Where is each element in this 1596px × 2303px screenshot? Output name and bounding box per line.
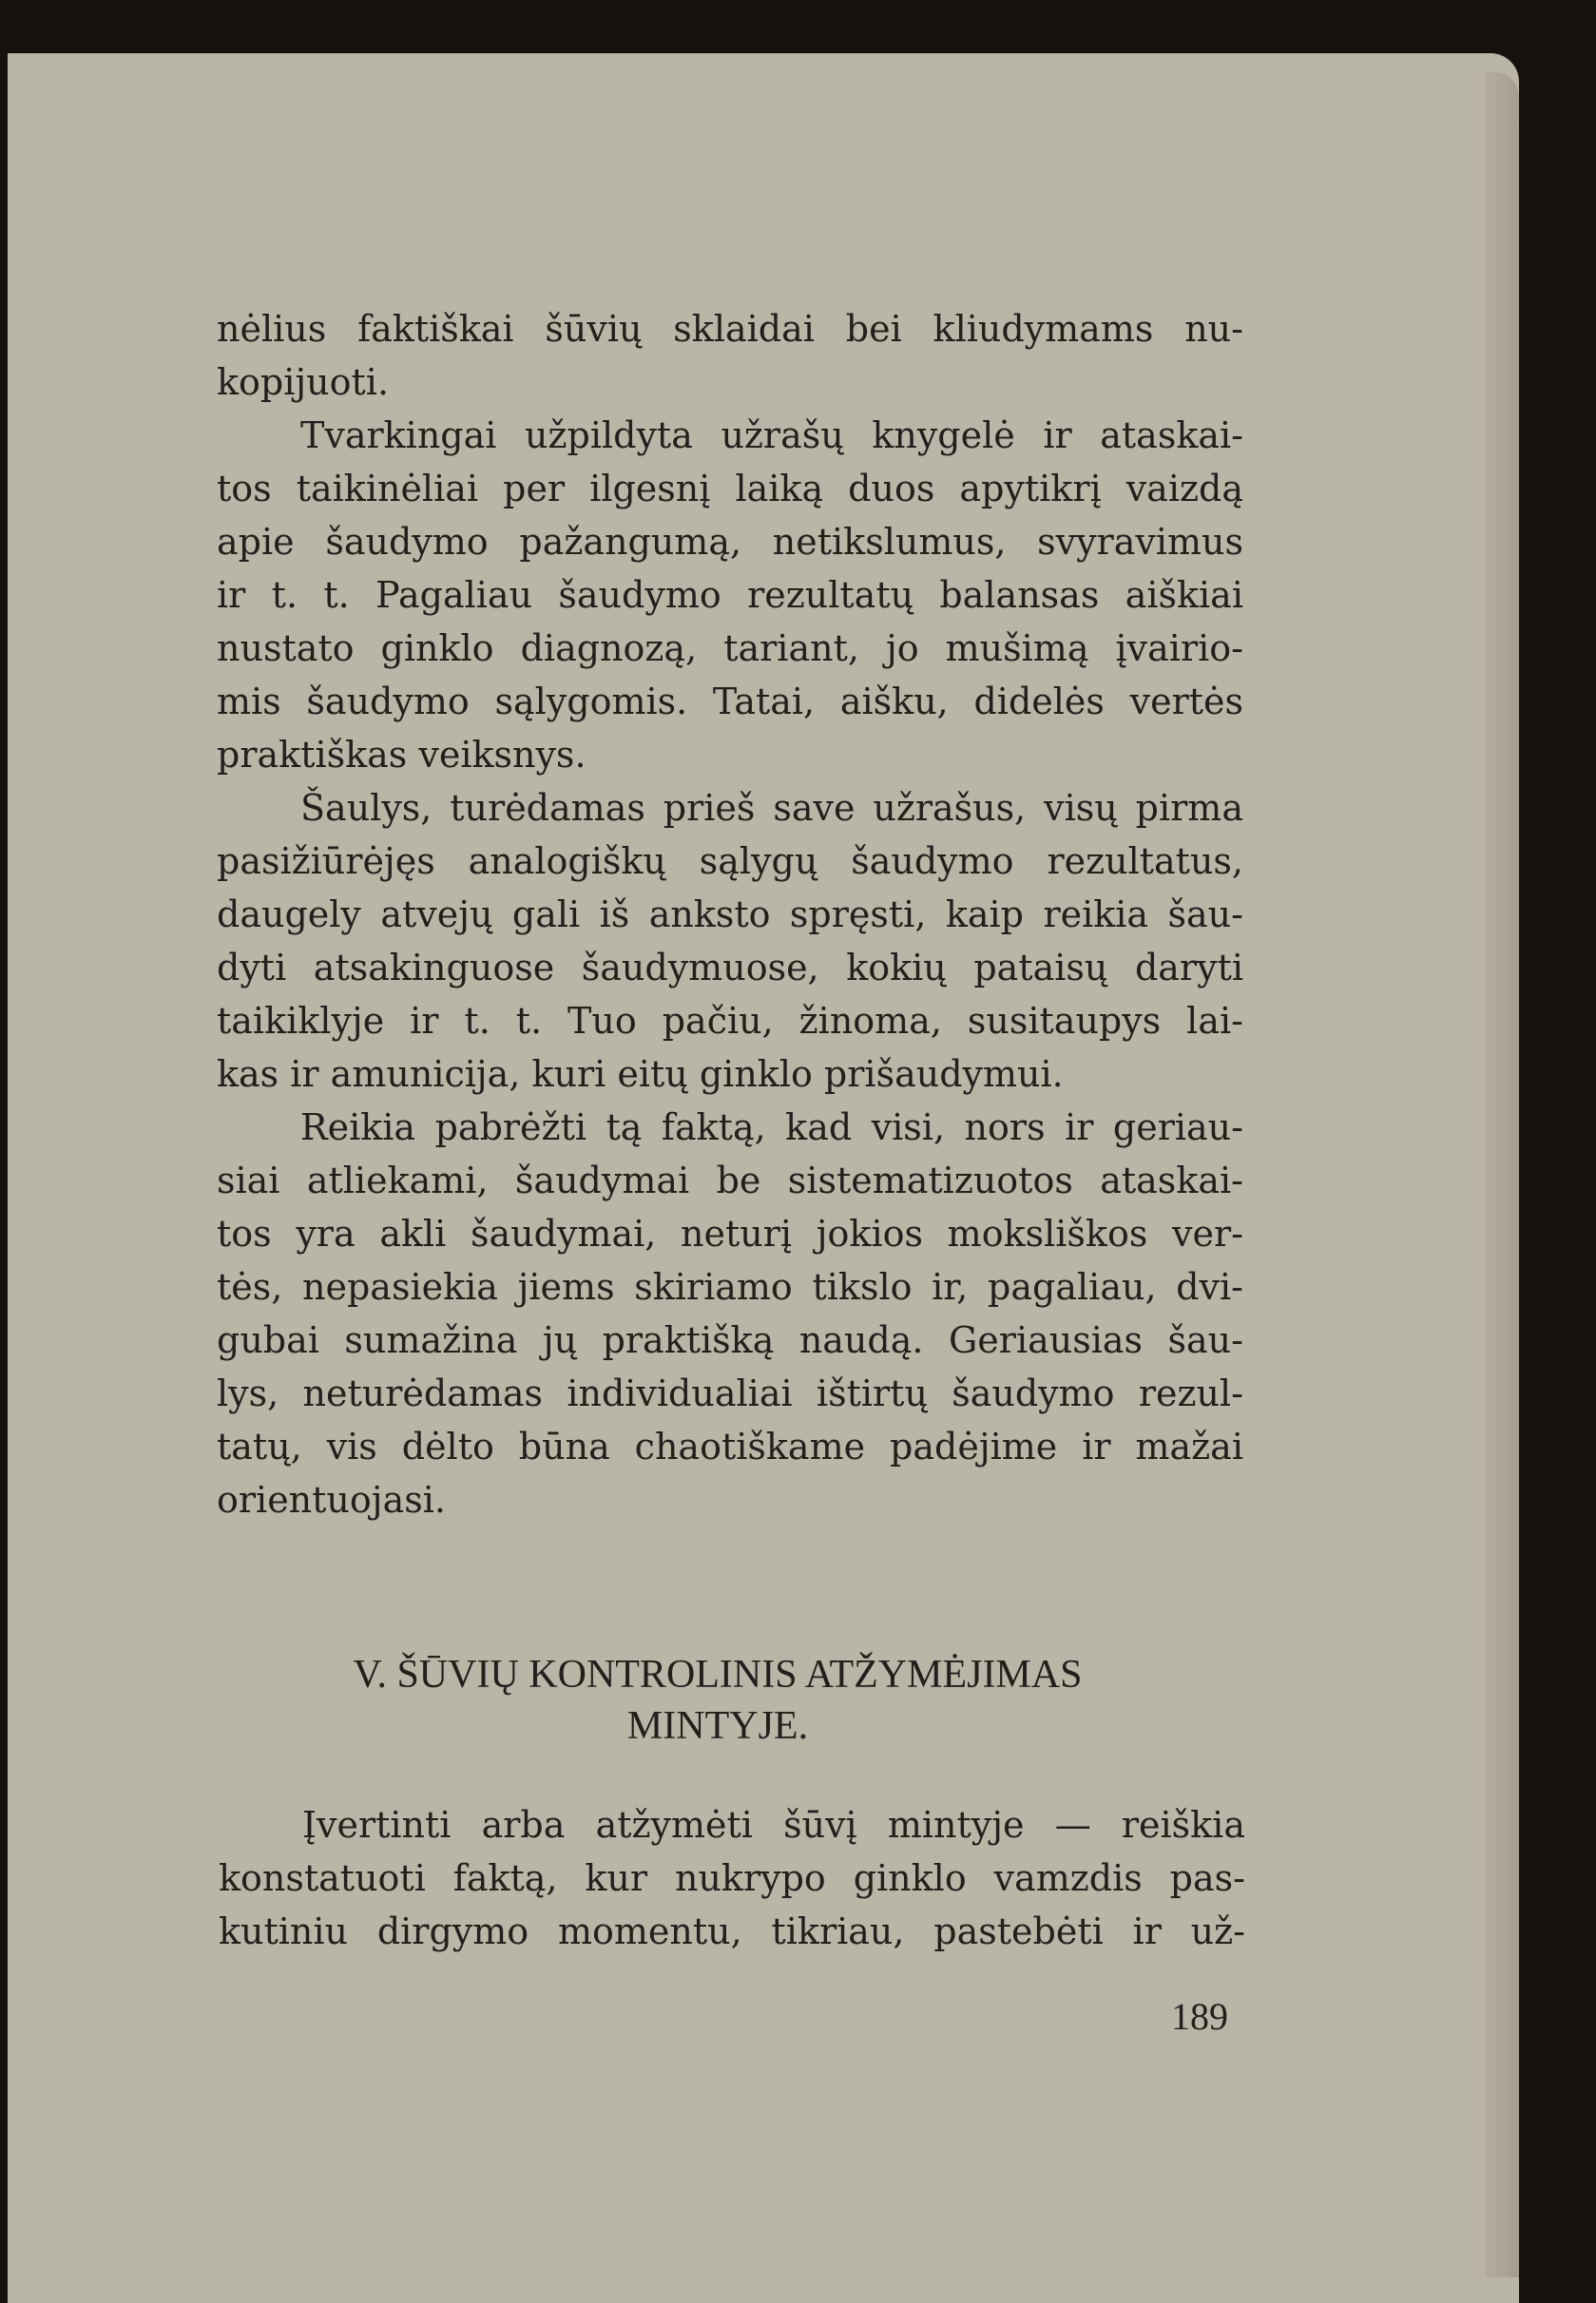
text-line: tatų, vis dėlto būna chaotiškame padėjime ir mažai [217,1426,1243,1468]
text-line: kopijuoti. [217,361,390,403]
text-line: nėlius faktiškai šūvių sklaidai bei kliudymams nu- [217,308,1243,350]
text-line: Tvarkingai užpildyta užrašų knygelė ir ataskai- [300,414,1243,456]
body-text [217,302,1243,1526]
section-heading [190,1649,1245,1752]
text-line: pasižiūrėjęs analogiškų sąlygų šaudymo rezultatus, [217,840,1243,882]
text-line: dyti atsakinguose šaudymuose, kokių pataisų daryti [217,947,1243,988]
text-line: siai atliekami, šaudymai be sistematizuotos ataskai- [217,1160,1243,1201]
text-line: ir t. t. Pagaliau šaudymo rezultatų balansas aiškiai [217,574,1243,616]
text-line: orientuojasi. [217,1479,446,1521]
text-line: gubai sumažina jų praktišką naudą. Geriausias šau- [217,1319,1243,1361]
text-line: lys, neturėdamas individualiai ištirtų šaudymo rezul- [217,1372,1243,1414]
text-line: Reikia pabrėžti tą faktą, kad visi, nors ir geriau- [300,1106,1243,1148]
text-line: nustato ginklo diagnozą, tariant, jo mušimą įvairio- [217,627,1243,669]
text-line: tės, nepasiekia jiems skiriamo tikslo ir, pagaliau, dvi- [217,1266,1243,1308]
text-line: Šaulys, turėdamas prieš save užrašus, visų pirma [300,787,1243,829]
text-line: taikiklyje ir t. t. Tuo pačiu, žinoma, susitaupys lai- [217,1000,1243,1042]
section-text [219,1798,1245,1958]
page-number: 189 [1171,1995,1228,2038]
text-line: Įvertinti arba atžymėti šūvį mintyje — reiškia [302,1804,1245,1846]
text-line: tos taikinėliai per ilgesnį laiką duos apytikrį vaizdą [217,468,1243,509]
text-line: tos yra akli šaudymai, neturį jokios moksliškos ver- [217,1213,1243,1255]
heading-line: MINTYJE. [626,1704,809,1748]
page-edge [1485,72,1519,2277]
text-line: daugely atvejų gali iš anksto spręsti, kaip reikia šau- [217,893,1243,935]
text-line: praktiškas veiksnys. [217,734,586,776]
text-line: kutiniu dirgymo momentu, tikriau, pastebėti ir už- [219,1910,1245,1952]
text-line: konstatuoti faktą, kur nukrypo ginklo vamzdis pas- [219,1857,1245,1899]
heading-line: V. ŠŪVIŲ KONTROLINIS ATŽYMĖJIMAS [353,1653,1083,1697]
text-line: kas ir amunicija, kuri eitų ginklo prišaudymui. [217,1053,1064,1095]
text-line: mis šaudymo sąlygomis. Tatai, aišku, didelės vertės [217,681,1243,722]
text-line: apie šaudymo pažangumą, netikslumus, svyravimus [217,521,1243,563]
